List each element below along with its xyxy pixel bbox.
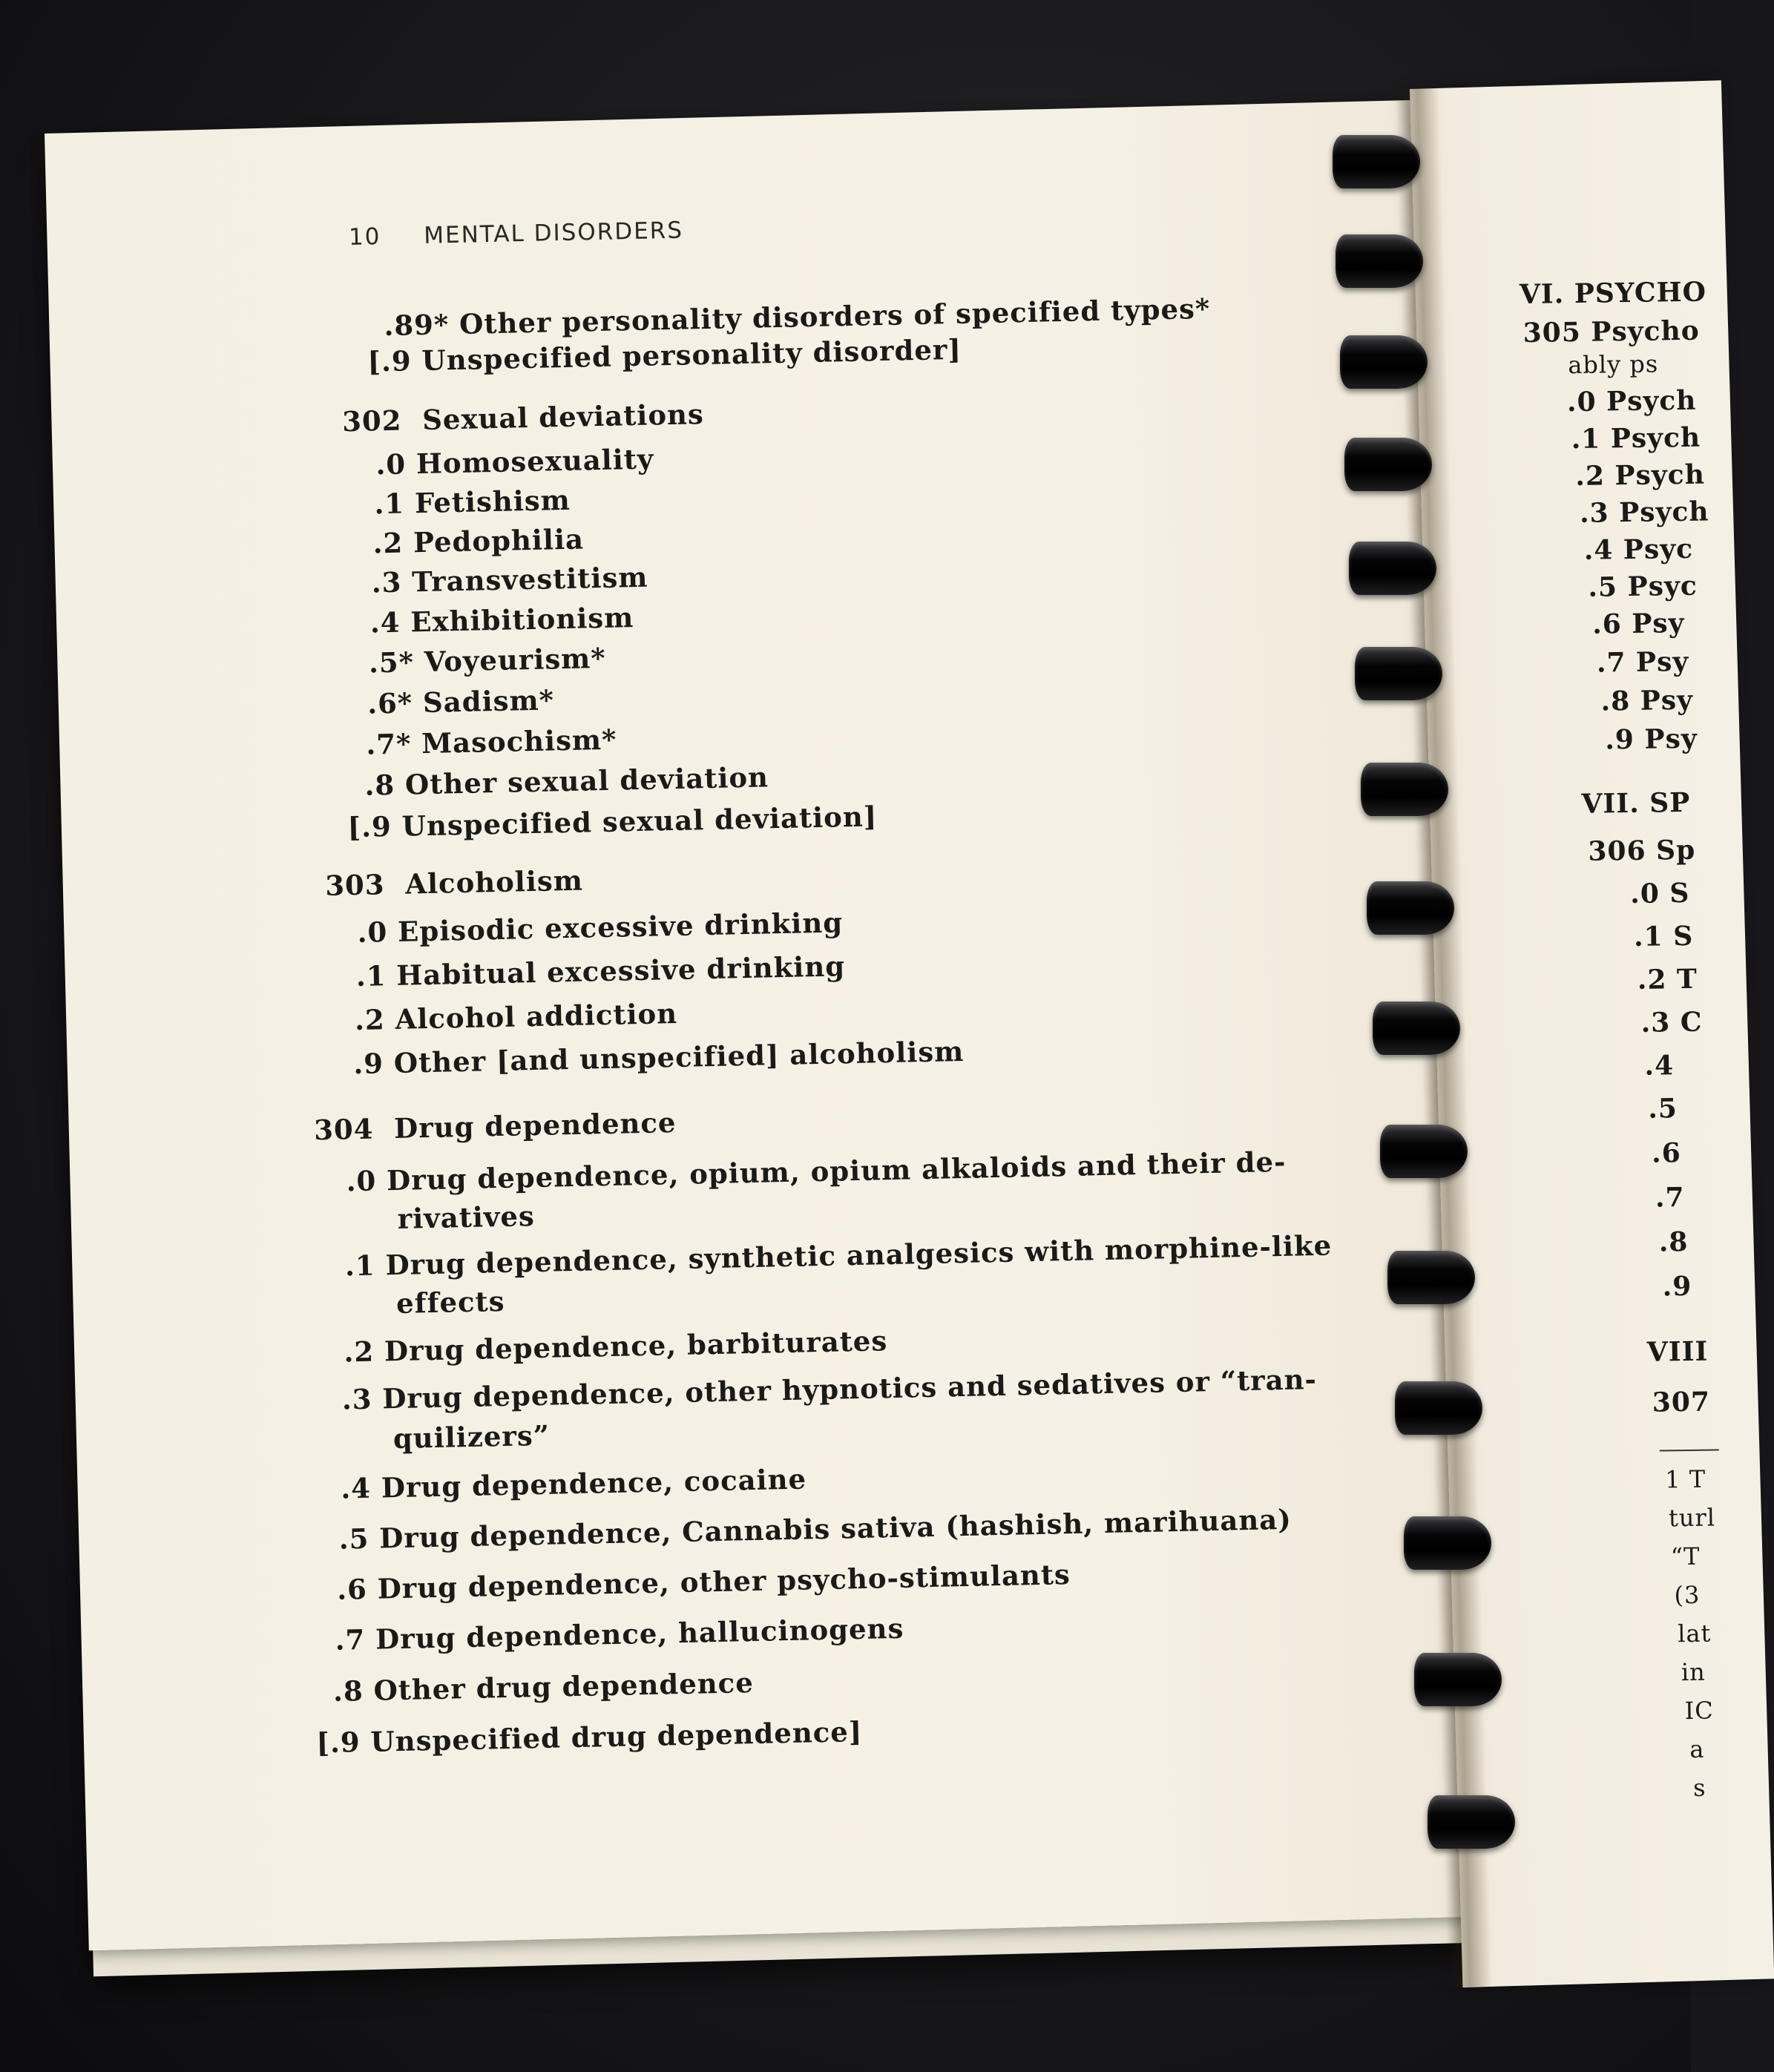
list-item-continuation: quilizers” — [392, 1418, 551, 1456]
list-item: .7* Masochism* — [365, 723, 617, 761]
list-item: .2 Drug dependence, barbiturates — [344, 1324, 888, 1369]
list-item: .8 Other drug dependence — [332, 1666, 755, 1708]
section-heading: VII. SP — [1581, 786, 1691, 820]
list-item: .1 Habitual excessive drinking — [355, 950, 846, 993]
list-item: .6* Sadism* — [367, 683, 555, 720]
category-heading: 306 Sp — [1588, 834, 1696, 867]
list-item: .9 Psy — [1605, 723, 1698, 756]
list-item: .8 — [1658, 1226, 1689, 1258]
list-item: .3 Transvestitism — [371, 560, 648, 599]
list-item: .9 Other [and unspecified] alcoholism — [352, 1034, 965, 1081]
list-item: .6 Psy — [1591, 607, 1685, 640]
list-item: .8 Psy — [1600, 684, 1694, 717]
footnote-line: “T — [1670, 1542, 1701, 1571]
category-heading: 304 Drug dependence — [313, 1106, 677, 1147]
list-item: .2 Alcohol addiction — [354, 996, 678, 1037]
list-item: .2 Psych — [1575, 458, 1706, 492]
list-item: [.9 Unspecified sexual deviation] — [347, 800, 878, 844]
list-item: .1 Fetishism — [374, 483, 571, 521]
spiral-coil — [1344, 438, 1432, 491]
spiral-coil — [1340, 335, 1428, 389]
list-item: .5 Drug dependence, Cannabis sativa (hashish, marihuana) — [338, 1502, 1292, 1556]
list-item: .7 Drug dependence, hallucinogens — [335, 1611, 904, 1657]
spiral-coil — [1349, 542, 1436, 595]
spiral-coil — [1355, 647, 1442, 700]
list-item: .0 Episodic excessive drinking — [357, 906, 844, 949]
list-item: .0 Homosexuality — [375, 442, 654, 481]
list-item: .0 Psych — [1566, 384, 1697, 418]
spiral-coil — [1380, 1125, 1468, 1178]
list-item: .89* Other personality disorders of specified types* — [384, 292, 1211, 343]
footnote-line: lat — [1677, 1619, 1712, 1648]
list-item: .3 Psych — [1579, 496, 1709, 529]
footnote-line: s — [1692, 1773, 1706, 1802]
list-item: .2 T — [1637, 963, 1698, 996]
section-heading: VI. PSYCHO — [1519, 276, 1707, 311]
category-heading: 302 Sexual deviations — [341, 398, 705, 438]
list-item: .7 — [1655, 1182, 1685, 1214]
list-item: .5 — [1648, 1093, 1678, 1125]
list-item: .4 Drug dependence, cocaine — [340, 1462, 807, 1505]
footnote-line: (3 — [1674, 1580, 1701, 1610]
list-item: .4 — [1644, 1050, 1675, 1082]
list-item: .1 S — [1633, 920, 1694, 953]
footnote-line: IC — [1684, 1696, 1715, 1726]
list-item: .4 Psyc — [1583, 533, 1694, 566]
list-item: .6 Drug dependence, other psycho-stimulants — [336, 1558, 1071, 1606]
spiral-coil — [1404, 1516, 1491, 1570]
spiral-coil — [1414, 1653, 1502, 1706]
list-item: .4 Exhibitionism — [369, 601, 634, 639]
category-heading: 305 Psycho — [1522, 315, 1701, 349]
list-item-continuation: rivatives — [397, 1200, 536, 1235]
spiral-coil — [1333, 135, 1420, 188]
list-item: .8 Other sexual deviation — [364, 760, 769, 802]
category-heading: 303 Alcoholism — [324, 864, 584, 902]
footnote-line: 1 T — [1665, 1464, 1706, 1494]
running-head-title: MENTAL DISORDERS — [423, 217, 684, 249]
list-item: .3 Drug dependence, other hypnotics and sedatives or “tran- — [341, 1363, 1318, 1416]
list-item: .1 Psych — [1571, 421, 1701, 455]
footnote-line: turl — [1668, 1503, 1716, 1533]
list-item: .0 Drug dependence, opium, opium alkaloids and their de- — [346, 1145, 1287, 1198]
list-item: .6 — [1651, 1137, 1682, 1169]
section-heading: VIII — [1646, 1335, 1709, 1368]
list-item: [.9 Unspecified drug dependence] — [316, 1714, 863, 1760]
spiral-coil — [1387, 1251, 1475, 1304]
spiral-coil — [1367, 881, 1454, 935]
footnote-line: in — [1681, 1657, 1706, 1687]
spiral-coil — [1373, 1002, 1460, 1055]
list-item: .0 S — [1629, 877, 1690, 910]
spiral-coil — [1428, 1795, 1515, 1849]
page-number: 10 — [348, 223, 381, 251]
list-item-continuation: ably ps — [1568, 349, 1659, 380]
left-page — [45, 98, 1535, 1950]
list-item: [.9 Unspecified personality disorder] — [367, 332, 962, 378]
spiral-coil — [1361, 763, 1448, 816]
footnote-line: a — [1689, 1734, 1705, 1764]
spiral-coil — [1336, 234, 1423, 288]
list-item: .3 C — [1640, 1006, 1703, 1039]
list-item: .2 Pedophilia — [372, 522, 585, 560]
category-heading: 307 — [1652, 1386, 1711, 1418]
list-item: .7 Psy — [1596, 645, 1689, 679]
list-item: .5 Psyc — [1588, 570, 1698, 603]
list-item: .1 Drug dependence, synthetic analgesics with morphine-like — [344, 1229, 1333, 1283]
list-item: .5* Voyeurism* — [368, 641, 607, 680]
list-item: .9 — [1662, 1270, 1692, 1303]
list-item-continuation: effects — [395, 1284, 505, 1320]
spiral-coil — [1395, 1381, 1482, 1435]
